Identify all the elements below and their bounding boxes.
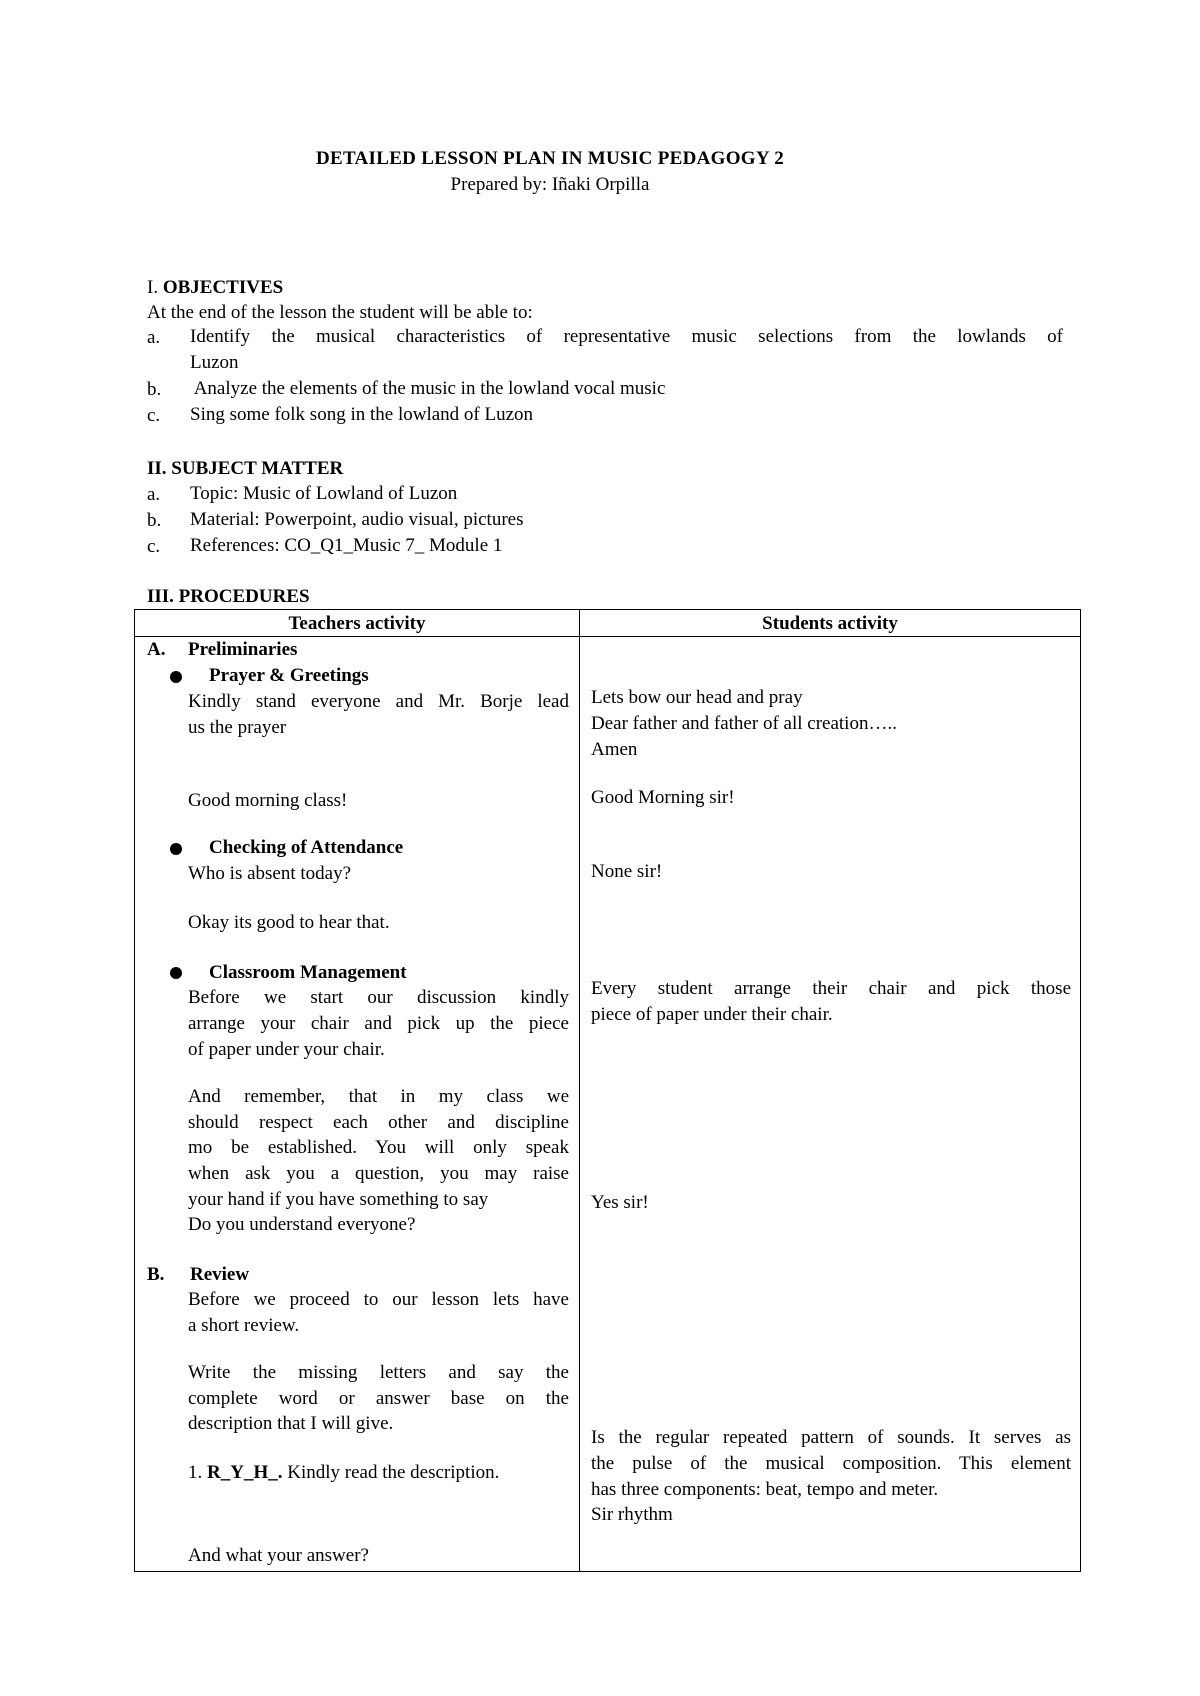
objective-a-label: a. [147,327,161,348]
student-description-line2: the pulse of the musical composition. This element [591,1453,1071,1474]
bullet-icon [170,843,182,855]
teacher-remember-line1: And remember, that in my class we [188,1086,569,1107]
question-1-number: 1. [188,1462,207,1483]
document-title: DETAILED LESSON PLAN IN MUSIC PEDAGOGY 2 [315,148,785,169]
teacher-management-line1: Before we start our discussion kindly [188,987,569,1008]
teacher-review-line2: a short review. [188,1315,300,1336]
student-management-line2: piece of paper under their chair. [591,1004,833,1025]
teacher-remember-line4: when ask you a question, you may raise [188,1163,569,1184]
teacher-prayer-line2: us the prayer [188,717,287,738]
student-answer-rhythm: Sir rhythm [591,1504,673,1525]
student-prayer-line3: Amen [591,739,638,760]
procedures-heading: III. PROCEDURES [147,586,310,607]
subject-b-label: b. [147,510,162,531]
prayer-title: Prayer & Greetings [209,665,369,686]
teacher-review-line5: description that I will give. [188,1413,394,1434]
subject-b-text: Material: Powerpoint, audio visual, pictures [190,509,524,530]
subject-a-text: Topic: Music of Lowland of Luzon [190,483,458,504]
teacher-question-1 [188,1460,569,1486]
student-management-line1: Every student arrange their chair and pick those [591,978,1071,999]
objective-c-label: c. [147,405,161,426]
teacher-remember-line6: Do you understand everyone? [188,1214,416,1235]
question-1-instruction: Kindly read the description. [282,1462,500,1483]
students-activity-header: Students activity [762,613,898,634]
section-b-label: B. [147,1264,165,1285]
teacher-management-line2: arrange your chair and pick up the piece [188,1013,569,1034]
teacher-prayer-line1: Kindly stand everyone and Mr. Borje lead [188,691,569,712]
student-prayer-line1: Lets bow our head and pray [591,687,803,708]
subject-c-text: References: CO_Q1_Music 7_ Module 1 [190,535,503,556]
question-1-word: R_Y_H_. [207,1462,283,1483]
subject-a-label: a. [147,484,161,505]
objective-a-line1: Identify the musical characteristics of representative music selections from the lowlands of [190,326,1063,347]
bullet-icon [170,671,182,683]
teacher-review-line4: complete word or answer base on the [188,1388,569,1409]
subject-matter-heading: II. SUBJECT MATTER [147,458,344,479]
student-prayer-line2: Dear father and father of all creation….. [591,713,897,734]
teacher-attendance-reply: Okay its good to hear that. [188,912,390,933]
student-description-line1: Is the regular repeated pattern of sounds. It serves as [591,1427,1071,1448]
teacher-attendance-question: Who is absent today? [188,863,352,884]
student-attendance-answer: None sir! [591,861,663,882]
teacher-management-line3: of paper under your chair. [188,1039,385,1060]
document-author: Prepared by: Iñaki Orpilla [450,174,650,195]
teacher-review-line1: Before we proceed to our lesson lets have [188,1289,569,1310]
procedures-table [134,609,1081,1572]
teacher-greeting: Good morning class! [188,790,348,811]
teacher-remember-line3: mo be established. You will only speak [188,1137,569,1158]
student-remember-answer: Yes sir! [591,1192,649,1213]
teacher-ask-answer: And what your answer? [188,1545,369,1566]
attendance-title: Checking of Attendance [209,837,404,858]
section-a-label: A. [147,639,166,660]
objectives-heading [147,277,283,299]
objective-b-label: b. [147,379,162,400]
bullet-icon [170,967,182,979]
teacher-remember-line2: should respect each other and discipline [188,1112,569,1133]
teacher-remember-line5: your hand if you have something to say [188,1189,489,1210]
objective-b-text: Analyze the elements of the music in the lowland vocal music [190,378,666,399]
student-greeting: Good Morning sir! [591,787,735,808]
teacher-review-line3: Write the missing letters and say the [188,1362,569,1383]
management-title: Classroom Management [209,962,407,983]
objective-a-line2: Luzon [190,352,239,373]
student-description-line3: has three components: beat, tempo and meter. [591,1479,939,1500]
subject-c-label: c. [147,536,161,557]
section-a-title: Preliminaries [188,639,298,660]
objectives-heading-text: OBJECTIVES [162,277,284,298]
objectives-intro: At the end of the lesson the student will be able to: [147,302,533,323]
section-b-title: Review [190,1264,250,1285]
column-divider [579,610,580,1571]
teachers-activity-header: Teachers activity [288,613,426,634]
objectives-heading-num: I. [147,277,159,298]
objective-c-text: Sing some folk song in the lowland of Luzon [190,404,534,425]
